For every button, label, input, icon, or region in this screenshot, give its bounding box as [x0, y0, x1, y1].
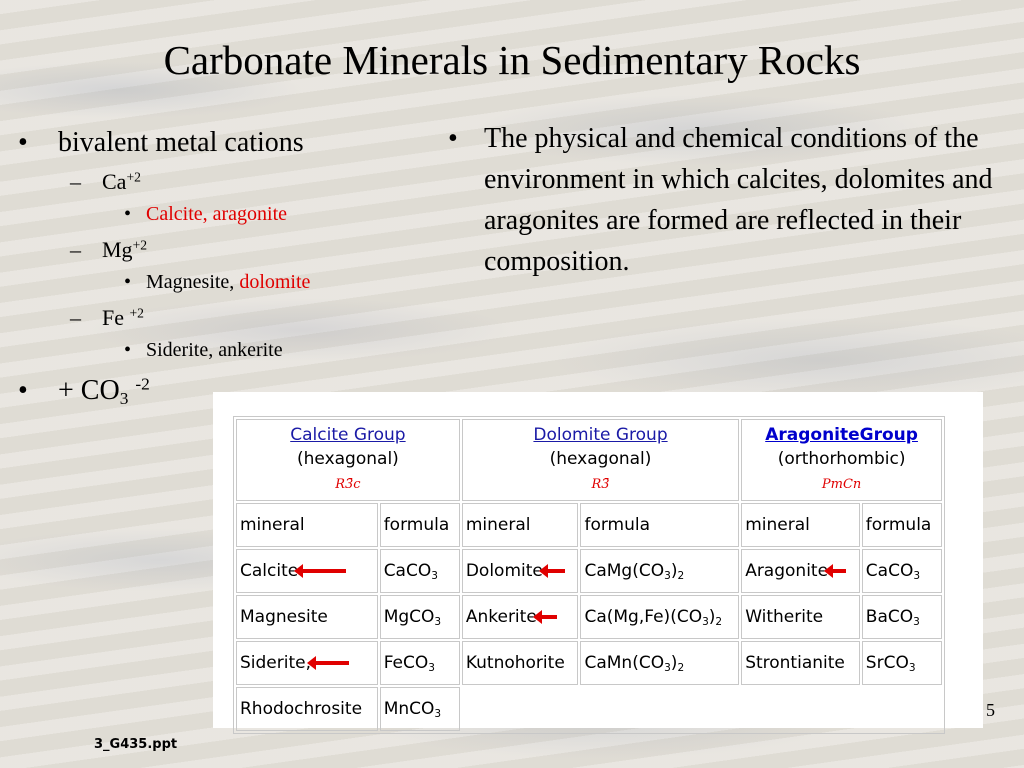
col-mineral: mineral	[741, 503, 860, 547]
col-formula: formula	[862, 503, 942, 547]
mineral-cell	[462, 595, 579, 639]
formula-cell	[580, 641, 739, 685]
formula-cell	[862, 595, 942, 639]
left-bullet-list	[18, 124, 438, 410]
mineral-cell	[236, 549, 378, 593]
formula-sub: 3	[431, 570, 438, 583]
dash-icon: –	[70, 237, 81, 262]
sub-bullet-ca	[18, 166, 438, 198]
bullet-dot-icon: •	[18, 127, 28, 158]
formula-text: CaCO	[383, 561, 432, 581]
table-row	[236, 549, 942, 593]
formula-text: SrCO	[865, 653, 909, 673]
fe-charge: +2	[129, 305, 144, 321]
col-formula: formula	[380, 503, 460, 547]
red-arrow-icon	[832, 569, 846, 573]
sub-sub-bullet-fe-minerals	[18, 334, 438, 366]
bullet-dot-icon: •	[124, 339, 132, 361]
mineral-dolomite: Dolomite	[465, 561, 543, 581]
red-arrow-icon	[315, 661, 349, 665]
bullet-cations	[18, 124, 438, 162]
formula-cell	[380, 549, 460, 593]
formula-sub: 3	[664, 570, 671, 583]
aragonite-group-system: (orthorhombic)	[777, 449, 906, 469]
calcite-space-group: R3̄c	[335, 477, 361, 492]
page-number: 5	[986, 700, 995, 720]
mineral-cell	[462, 549, 579, 593]
calcite-group-system: (hexagonal)	[297, 449, 399, 469]
table-row	[236, 687, 942, 731]
ca-minerals-text: Calcite, aragonite	[146, 203, 288, 225]
column-header-row	[236, 503, 942, 547]
mineral-cell: Witherite	[741, 595, 860, 639]
mineral-ankerite: Ankerite	[465, 607, 537, 627]
mineral-cell: Strontianite	[741, 641, 860, 685]
mg-text: Mg	[102, 237, 133, 262]
bullet-dot-icon: •	[124, 271, 132, 293]
cations-text: bivalent metal cations	[58, 127, 304, 158]
bullet-dot-icon: •	[448, 123, 458, 154]
co3-prefix: + CO	[58, 375, 120, 406]
mineral-cell	[236, 641, 378, 685]
aragonite-space-group: PmCn	[821, 477, 862, 492]
formula-sub: 3	[434, 708, 442, 721]
red-arrow-icon	[302, 569, 346, 573]
dash-icon: –	[70, 169, 81, 194]
mineral-calcite: Calcite	[240, 561, 299, 581]
formula-cell	[580, 595, 739, 639]
mineral-cell: Kutnohorite	[462, 641, 579, 685]
red-arrow-icon	[541, 615, 557, 619]
mineral-cell	[741, 549, 860, 593]
dash-icon: –	[70, 305, 81, 330]
formula-sub: 3	[428, 662, 435, 675]
table-row	[236, 595, 942, 639]
formula-sub: 3	[434, 616, 442, 629]
formula-text: MnCO	[383, 699, 435, 719]
ca-text: Ca	[102, 169, 127, 194]
sub-sub-bullet-ca-minerals	[18, 198, 438, 230]
mineral-table	[233, 416, 945, 734]
right-bullet	[448, 118, 1008, 282]
dolomite-group-system: (hexagonal)	[549, 449, 652, 469]
ca-charge: +2	[126, 169, 141, 185]
formula-text: CaMg(CO	[584, 561, 665, 581]
formula-cell	[380, 595, 460, 639]
red-arrow-icon	[547, 569, 565, 573]
formula-text: BaCO	[865, 607, 914, 627]
footer-filename: 3_G435.ppt	[94, 737, 178, 752]
mineral-siderite: Siderite,	[240, 653, 312, 673]
mg-mineral-a: Magnesite,	[146, 271, 235, 293]
table-row	[236, 641, 942, 685]
formula-text: FeCO	[383, 653, 429, 673]
col-formula: formula	[580, 503, 739, 547]
formula-sub: 2	[715, 616, 723, 629]
aragonite-group-link[interactable]: AragoniteGroup	[765, 425, 918, 445]
formula-sub: 3	[913, 570, 921, 583]
mg-charge: +2	[132, 237, 148, 253]
co3-sub: 3	[119, 389, 129, 409]
col-mineral: mineral	[462, 503, 579, 547]
formula-sub: 3	[702, 616, 709, 629]
fe-minerals-text: Siderite, ankerite	[146, 339, 283, 361]
formula-cell	[862, 641, 942, 685]
formula-sub: 3	[908, 662, 916, 675]
calcite-group-link[interactable]: Calcite Group	[290, 425, 406, 445]
bullet-dot-icon: •	[18, 375, 28, 406]
formula-text: )	[670, 653, 678, 673]
bullet-dot-icon: •	[124, 203, 132, 225]
mineral-aragonite: Aragonite	[745, 561, 829, 581]
mineral-cell: Magnesite	[236, 595, 378, 639]
formula-cell	[380, 687, 460, 731]
group-header-row	[236, 419, 942, 501]
co3-charge: -2	[135, 374, 150, 394]
formula-sub: 3	[664, 662, 671, 675]
sub-bullet-fe	[18, 302, 438, 334]
slide-title: Carbonate Minerals in Sedimentary Rocks	[163, 37, 861, 83]
mineral-table-panel	[213, 392, 983, 728]
empty-cell	[462, 687, 942, 731]
dolomite-group-link[interactable]: Dolomite Group	[533, 425, 668, 445]
formula-text: Ca(Mg,Fe)(CO	[584, 607, 703, 627]
dolomite-group-header	[462, 419, 739, 501]
formula-text: MgCO	[383, 607, 435, 627]
formula-text: )	[708, 607, 716, 627]
right-bullet-text: The physical and chemical conditions of the environment in which calcites, dolomites and aragonites are formed are reflected in their composition.	[484, 123, 993, 277]
col-mineral: mineral	[236, 503, 378, 547]
aragonite-group-header	[741, 419, 942, 501]
formula-sub: 3	[913, 616, 920, 629]
formula-cell	[862, 549, 942, 593]
fe-text: Fe	[102, 305, 124, 330]
mineral-cell: Rhodochrosite	[236, 687, 378, 731]
formula-text: )	[670, 561, 678, 581]
mg-mineral-b: dolomite	[239, 271, 311, 293]
dolomite-space-group: R3̄	[591, 477, 610, 492]
formula-text: CaMn(CO	[584, 653, 665, 673]
sub-sub-bullet-mg-minerals	[18, 266, 438, 298]
calcite-group-header	[236, 419, 460, 501]
formula-sub: 2	[677, 570, 685, 583]
formula-text: CaCO	[865, 561, 914, 581]
formula-cell	[580, 549, 739, 593]
sub-bullet-mg	[18, 234, 438, 266]
formula-cell	[380, 641, 460, 685]
formula-sub: 2	[677, 662, 685, 675]
